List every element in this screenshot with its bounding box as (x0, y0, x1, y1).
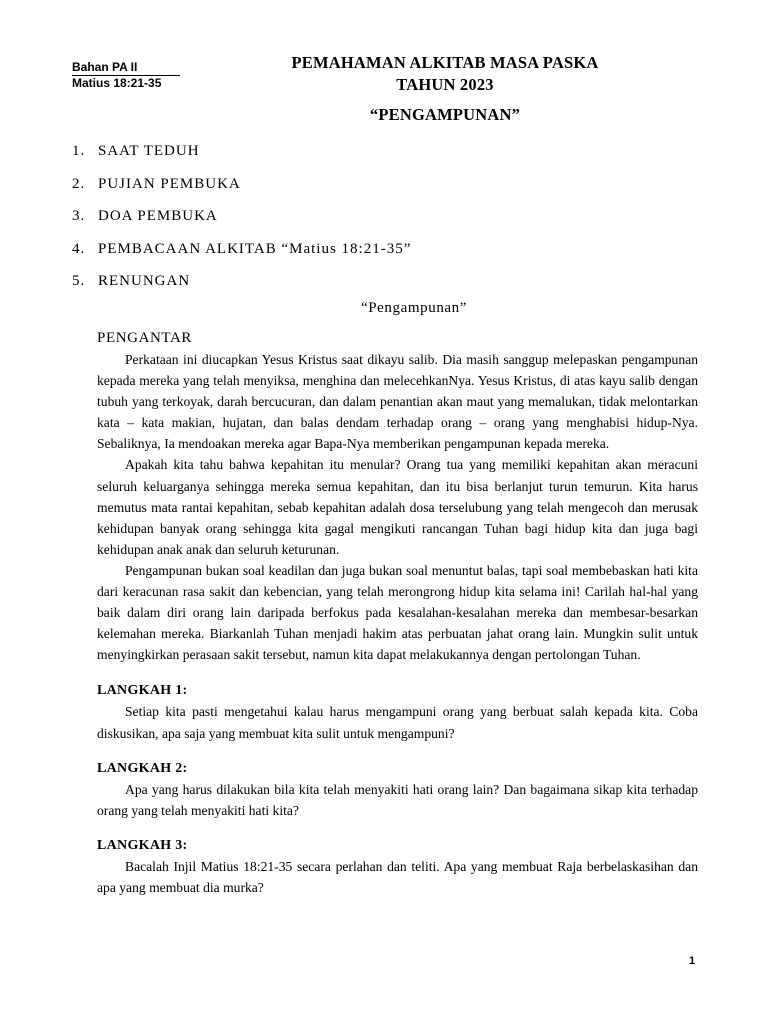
service-item-number: 5. (72, 273, 86, 289)
title-theme: “PENGAMPUNAN” (369, 105, 521, 124)
reflection-body (97, 327, 698, 898)
service-item (72, 140, 411, 173)
service-item (72, 270, 411, 303)
service-item-number: 4. (72, 240, 86, 257)
service-item (72, 173, 411, 206)
service-item-number: 2. (72, 175, 86, 192)
step-text: Apa yang harus dilakukan bila kita telah menyakiti hati orang lain? Dan bagaimana sikap kita terhadap orang yang telah menyakiti hati kita? (97, 781, 698, 818)
service-item-number: 1. (72, 143, 86, 159)
page-number: 1 (689, 955, 696, 967)
paragraph: Perkataan ini diucapkan Yesus Kristus saat dikayu salib. Dia masih sanggup melepaskan pengampunan kepada mereka yang telah menyiksa, menghina dan melecehkanNya. Yesus Kristus, di atas kayu salib dengan tubuh yang terkoyak, darah bercucuran, dan dalam penantian akan maut yang memalukan, tidak melontarkan kata – kata makian, hujatan, dan balas dendam terhadap orang – orang yang menghabisi hidup-Nya. Sebaliknya, Ia mendoakan mereka agar Bapa-Nya memberikan pengampunan kepada mereka. (97, 352, 698, 452)
order-of-service (72, 140, 411, 303)
scripture-reference: Matius 18:21-35 (72, 76, 162, 90)
paragraph: Pengampunan bukan soal keadilan dan juga bukan soal menuntut balas, tapi soal membebaskan hati kita dari keracunan rasa sakit dan kebencian, yang telah merongrong hidup kita selama ini! Carilah hal-hal yang baik dalam diri orang lain daripada berfokus pada kesalahan-kesalahan mereka dan membesar-besarkan kelemahan mereka. Biarkanlah Tuhan menjadi hakim atas perbuatan jahat orang lain. Mungkin sulit untuk menyingkirkan perasaan sakit tersebut, namun kita dapat melakukannya dengan pertolongan Tuhan. (97, 562, 698, 663)
service-item-label: RENUNGAN (98, 273, 191, 289)
service-item-label: DOA PEMBUKA (98, 208, 218, 224)
document-title (250, 52, 640, 126)
material-info (72, 60, 180, 91)
service-item-label: PUJIAN PEMBUKA (98, 175, 241, 192)
step-heading: LANGKAH 3: (97, 837, 188, 853)
service-item-label: PEMBACAAN ALKITAB “Matius 18:21-35” (98, 240, 412, 257)
step-text: Bacalah Injil Matius 18:21-35 secara perlahan dan teliti. Apa yang membuat Raja berbelaskasihan dan apa yang membuat dia murka? (97, 858, 698, 895)
title-line-1: PEMAHAMAN ALKITAB MASA PASKA (291, 53, 599, 72)
service-item (72, 205, 411, 238)
reflection-title: “Pengampunan” (360, 300, 468, 316)
material-label: Bahan PA II (72, 60, 180, 76)
step-text: Setiap kita pasti mengetahui kalau harus mengampuni orang yang berbuat salah kepada kita. Coba diskusikan, apa saja yang membuat kita sulit untuk mengampuni? (97, 704, 698, 741)
service-item-number: 3. (72, 208, 86, 224)
paragraph: Apakah kita tahu bahwa kepahitan itu menular? Orang tua yang memiliki kepahitan akan meracuni seluruh keluarganya sehingga mereka semua kepahitan, dan itu bisa berlanjut turun temurun. Kita harus memutus mata rantai kepahitan, sebab kepahitan adalah dosa terselubung yang telah mengecoh dan merusak kehidupan banyak orang sehingga kita gagal mengikuti rancangan Tuhan bagi hidup kita dan juga bagi kehidupan anak anak dan seluruh keturunan. (97, 457, 698, 557)
section-heading-introduction: PENGANTAR (97, 330, 193, 346)
step-heading: LANGKAH 2: (97, 760, 188, 776)
step-heading: LANGKAH 1: (97, 683, 188, 699)
title-line-2: TAHUN 2023 (396, 75, 494, 94)
service-item-label: SAAT TEDUH (98, 143, 200, 159)
service-item (72, 238, 411, 271)
